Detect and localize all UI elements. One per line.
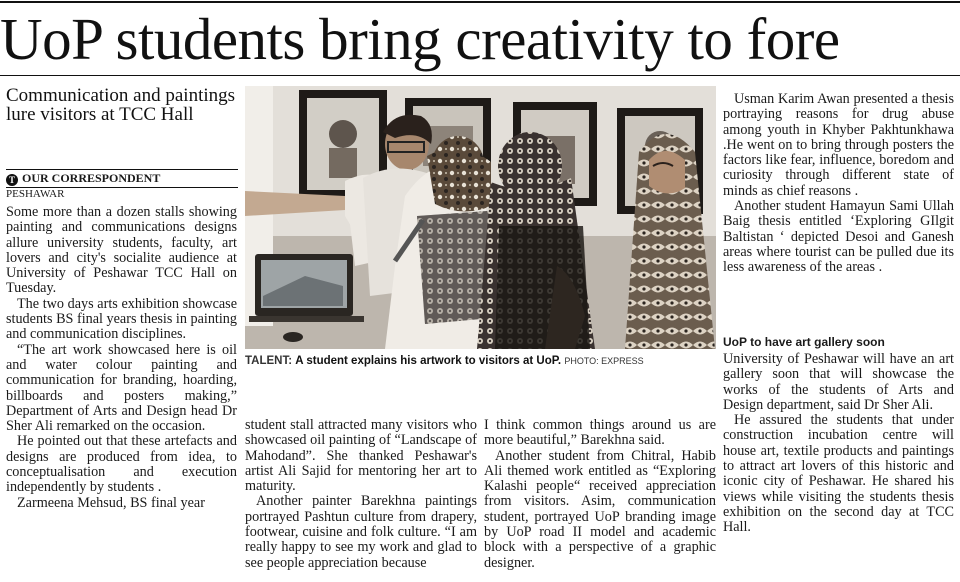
column-4 <box>723 92 954 276</box>
subheadline: Communication and paintings lure visitors at TCC Hall <box>6 85 236 125</box>
caption-credit: PHOTO: EXPRESS <box>564 356 644 366</box>
paragraph: University of Peshawar will have an art gallery soon that will showcase the works of the students of Arts and Design department, said Dr Sher Ali. <box>723 351 954 413</box>
paragraph: He assured the students that under construction incubation centre will house art, textile products and paintings to attract art lovers of this historic and iconic city of Peshawar. He shared his views while visiting the students thesis exhibition on the second day at TCC Hall. <box>723 412 954 536</box>
paragraph: Another painter Barekhna paintings portrayed Pashtun culture from drapery, footwear, cuisine and folk culture. “I am really happy to see my work and glad to see people appreciation because <box>245 493 477 571</box>
column-2 <box>245 418 477 571</box>
top-rule <box>0 1 960 3</box>
newspaper-logo-icon: T <box>6 174 18 186</box>
paragraph: Some more than a dozen stalls showing painting and communications designs allure university students, faculty, art lovers and city's socialite audience at University of Peshawar TCC Hall on Tuesday. <box>6 204 237 297</box>
paragraph: student stall attracted many visitors who showcased oil painting of “Landscape of Mahodand”. She thanked Peshawar's artist Ali Sajid for mentoring her art to maturity. <box>245 417 477 495</box>
paragraph: I think common things around us are more beautiful,” Barekhna said. <box>484 417 716 449</box>
byline <box>6 169 238 188</box>
paragraph: He pointed out that these artefacts and designs are produced from idea, to conceptualisation and execution independently by students . <box>6 433 237 496</box>
column-1 <box>6 205 237 511</box>
exhibition-photo-image <box>245 86 716 349</box>
column-4-lower <box>723 352 954 536</box>
column-3 <box>484 418 716 571</box>
news-photo <box>245 86 716 349</box>
paragraph: Another student Hamayun Sami Ullah Baig thesis entitled ‘Exploring GIlgit Baltistan ‘ depicted Desoi and Ganesh areas where tourist can be pulled due its less awareness of the areas . <box>723 198 954 276</box>
paragraph: Another student from Chitral, Habib Ali themed work entitled as “Exploring Kalashi people“ received appreciation from visitors. Asim, communication student, portrayed UoP branding image by UoP road II model and academic block with a perspective of a graphic designer. <box>484 447 716 571</box>
paragraph: Zarmeena Mehsud, BS final year <box>17 494 205 511</box>
headline-rule <box>0 75 960 76</box>
dateline: PESHAWAR <box>6 188 65 200</box>
photo-caption <box>245 354 716 368</box>
caption-kicker: TALENT: <box>245 355 293 367</box>
paragraph: “The art work showcased here is oil and water colour painting and communication for branding, hoarding, billboards and posters making,” Department of Arts and Design head Dr Sher Ali remarked on the occasion. <box>6 341 237 435</box>
headline: UoP students bring creativity to fore <box>0 6 840 72</box>
byline-text: OUR CORRESPONDENT <box>22 171 161 185</box>
caption-text: A student explains his artwork to visitors at UoP. <box>295 355 562 367</box>
paragraph: The two days arts exhibition showcase students BS final years thesis in painting and communication disciplines. <box>6 295 237 343</box>
paragraph: Usman Karim Awan presented a thesis portraying reasons for drug abuse among youth in Khyber Pakhtunkhawa .He went on to bring through posters the factors like fear, influence, boredom and curiosity through different state of minds as chief reasons . <box>723 91 954 199</box>
section-subheading: UoP to have art gallery soon <box>723 335 885 349</box>
